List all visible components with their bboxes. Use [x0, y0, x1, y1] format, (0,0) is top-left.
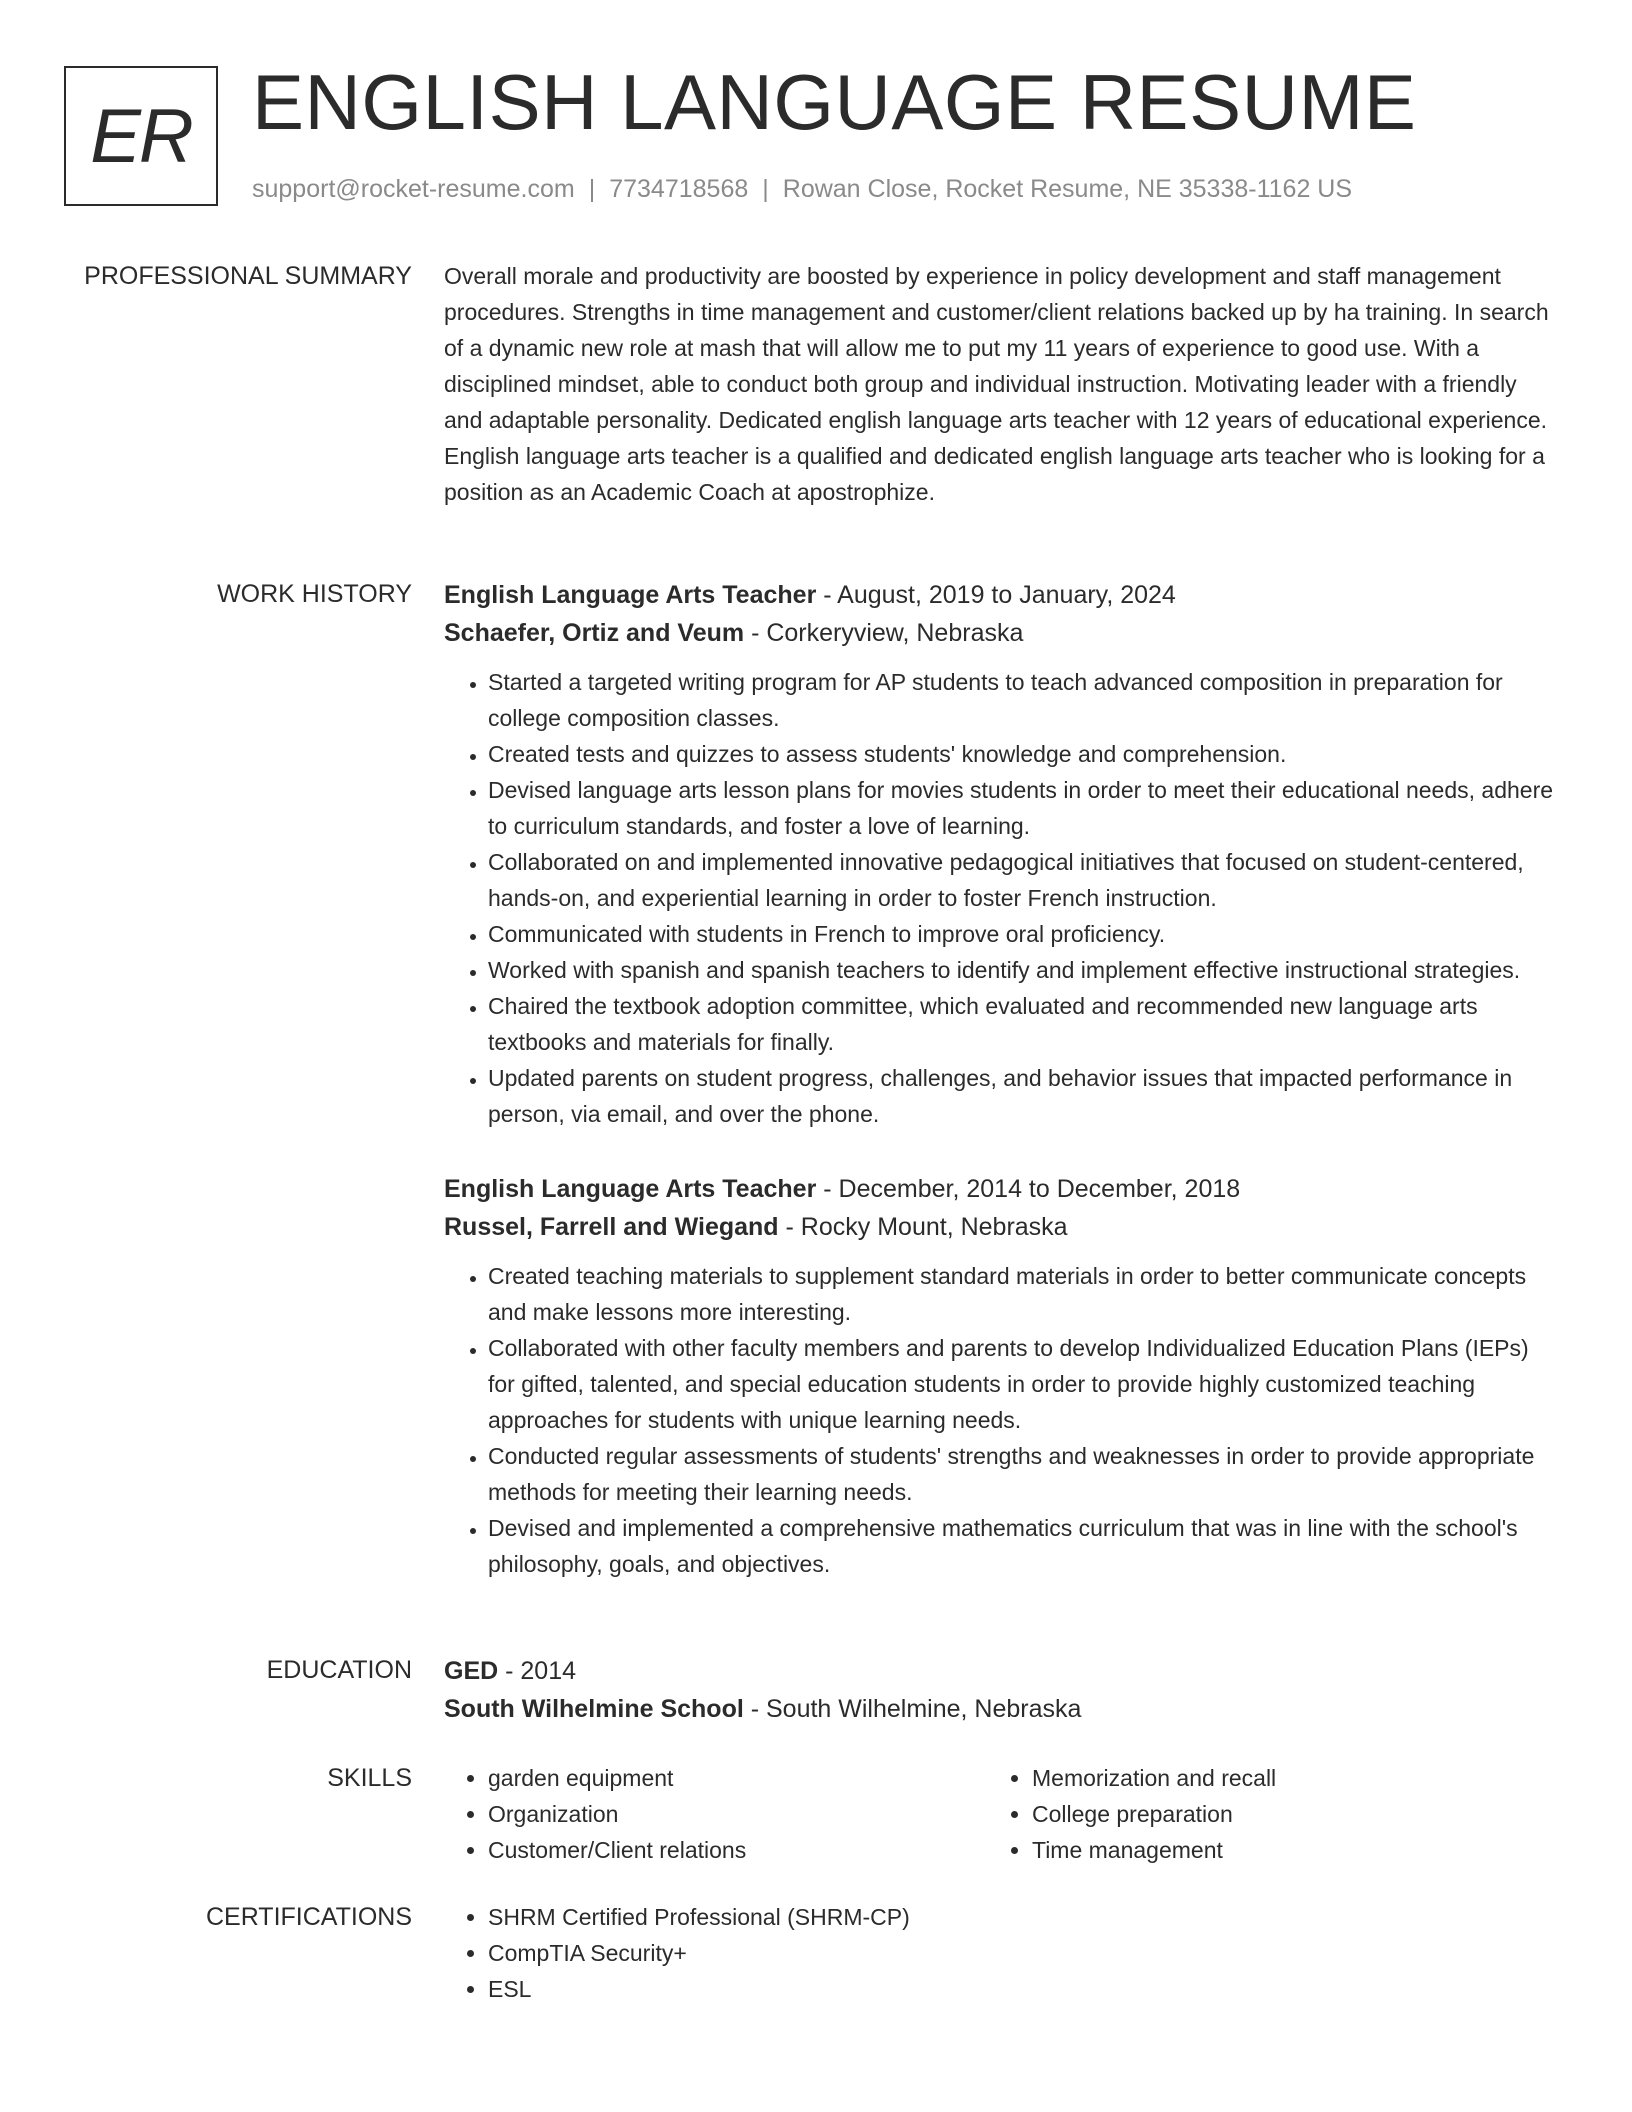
skill-item: • Customer/Client relations [488, 1832, 988, 1868]
certifications-body [444, 1899, 1554, 2007]
degree-year: - 2014 [498, 1657, 577, 1685]
email: support@rocket-resume.com [252, 175, 575, 203]
job-dates: - August, 2019 to January, 2024 [816, 581, 1176, 609]
skills-list-right [988, 1760, 1532, 1868]
monogram: ER [64, 66, 218, 206]
bullet-item: • Created teaching materials to supplement standard materials in order to better communicate concepts and make lessons more interesting. [488, 1258, 1554, 1330]
job-title-line [444, 576, 1554, 614]
job-company-line [444, 1208, 1554, 1246]
education-body [444, 1652, 1554, 1728]
degree: GED [444, 1657, 499, 1685]
skill-item: • College preparation [1032, 1796, 1532, 1832]
separator: | [762, 175, 769, 203]
contact-line [252, 174, 1352, 204]
skills-list-left [444, 1760, 988, 1868]
section-label-certifications: CERTIFICATIONS [205, 1903, 412, 1931]
school-name: South Wilhelmine School [444, 1695, 744, 1723]
section-label-education: EDUCATION [266, 1656, 412, 1684]
bullet-item: • Created tests and quizzes to assess students' knowledge and comprehension. [488, 736, 1554, 772]
job-entry [444, 576, 1554, 1132]
address: Rowan Close, Rocket Resume, NE 35338-1162 US [782, 175, 1353, 203]
bullet-item: • Collaborated with other faculty members and parents to develop Individualized Education Plans (IEPs) for gifted, talented, and special education students in order to provide highly customized teaching approaches for students with unique learning needs. [488, 1330, 1554, 1438]
job-bullets [444, 664, 1554, 1132]
job-title: English Language Arts Teacher [444, 581, 817, 609]
bullet-item: • Updated parents on student progress, challenges, and behavior issues that impacted performance in person, via email, and over the phone. [488, 1060, 1554, 1132]
skill-item: • Organization [488, 1796, 988, 1832]
bullet-item: • Started a targeted writing program for AP students to teach advanced composition in preparation for college composition classes. [488, 664, 1554, 736]
summary-text: Overall morale and productivity are boosted by experience in policy development and staff management procedures. Strengths in time management and customer/client relations backed up by ha training. In search of a dynamic new role at mash that will allow me to put my 11 years of experience to good use. With a disciplined mindset, able to conduct both group and individual instruction. Motivating leader with a friendly and adaptable personality. Dedicated english language arts teacher with 12 years of educational experience. English language arts teacher is a qualified and dedicated english language arts teacher who is looking for a position as an Academic Coach at apostrophize. [444, 263, 1549, 505]
bullet-item: • Collaborated on and implemented innovative pedagogical initiatives that focused on student-centered, hands-on, and experiential learning in order to foster French instruction. [488, 844, 1554, 916]
bullet-item: • Devised language arts lesson plans for movies students in order to meet their educational needs, adhere to curriculum standards, and foster a love of learning. [488, 772, 1554, 844]
resume-title: ENGLISH LANGUAGE RESUME [252, 58, 1417, 146]
job-company: Schaefer, Ortiz and Veum [444, 619, 745, 647]
job-dates: - December, 2014 to December, 2018 [816, 1175, 1241, 1203]
section-label-work: WORK HISTORY [217, 580, 412, 608]
bullet-item: • Worked with spanish and spanish teachers to identify and implement effective instructional strategies. [488, 952, 1554, 988]
skills-body [444, 1760, 1554, 1868]
section-label-skills: SKILLS [327, 1764, 412, 1792]
section-label-summary: PROFESSIONAL SUMMARY [84, 262, 412, 290]
bullet-item: • Chaired the textbook adoption committee, which evaluated and recommended new language arts textbooks and materials for finally. [488, 988, 1554, 1060]
separator: | [588, 175, 596, 203]
skill-item: • Time management [1032, 1832, 1532, 1868]
job-title-line [444, 1170, 1554, 1208]
job-entry [444, 1170, 1554, 1582]
certification-item: • SHRM Certified Professional (SHRM-CP) [488, 1899, 1554, 1935]
certification-item: • CompTIA Security+ [488, 1935, 1554, 1971]
bullet-item: • Devised and implemented a comprehensive mathematics curriculum that was in line with the school's philosophy, goals, and objectives. [488, 1510, 1554, 1582]
job-title: English Language Arts Teacher [444, 1175, 817, 1203]
school-line [444, 1690, 1554, 1728]
school-location: - South Wilhelmine, Nebraska [743, 1695, 1082, 1723]
skill-item: • garden equipment [488, 1760, 988, 1796]
bullet-item: • Conducted regular assessments of students' strengths and weaknesses in order to provide appropriate methods for meeting their learning needs. [488, 1438, 1554, 1510]
job-company-line [444, 614, 1554, 652]
job-location: - Corkeryview, Nebraska [744, 619, 1024, 647]
skill-item: • Memorization and recall [1032, 1760, 1532, 1796]
job-bullets [444, 1258, 1554, 1582]
phone: 7734718568 [609, 175, 749, 203]
certifications-list [444, 1899, 1554, 2007]
certification-item: • ESL [488, 1971, 1554, 2007]
degree-line [444, 1652, 1554, 1690]
job-company: Russel, Farrell and Wiegand [444, 1213, 779, 1241]
summary-body [444, 258, 1554, 510]
job-location: - Rocky Mount, Nebraska [778, 1213, 1068, 1241]
bullet-item: • Communicated with students in French to improve oral proficiency. [488, 916, 1554, 952]
work-body [444, 576, 1554, 1582]
